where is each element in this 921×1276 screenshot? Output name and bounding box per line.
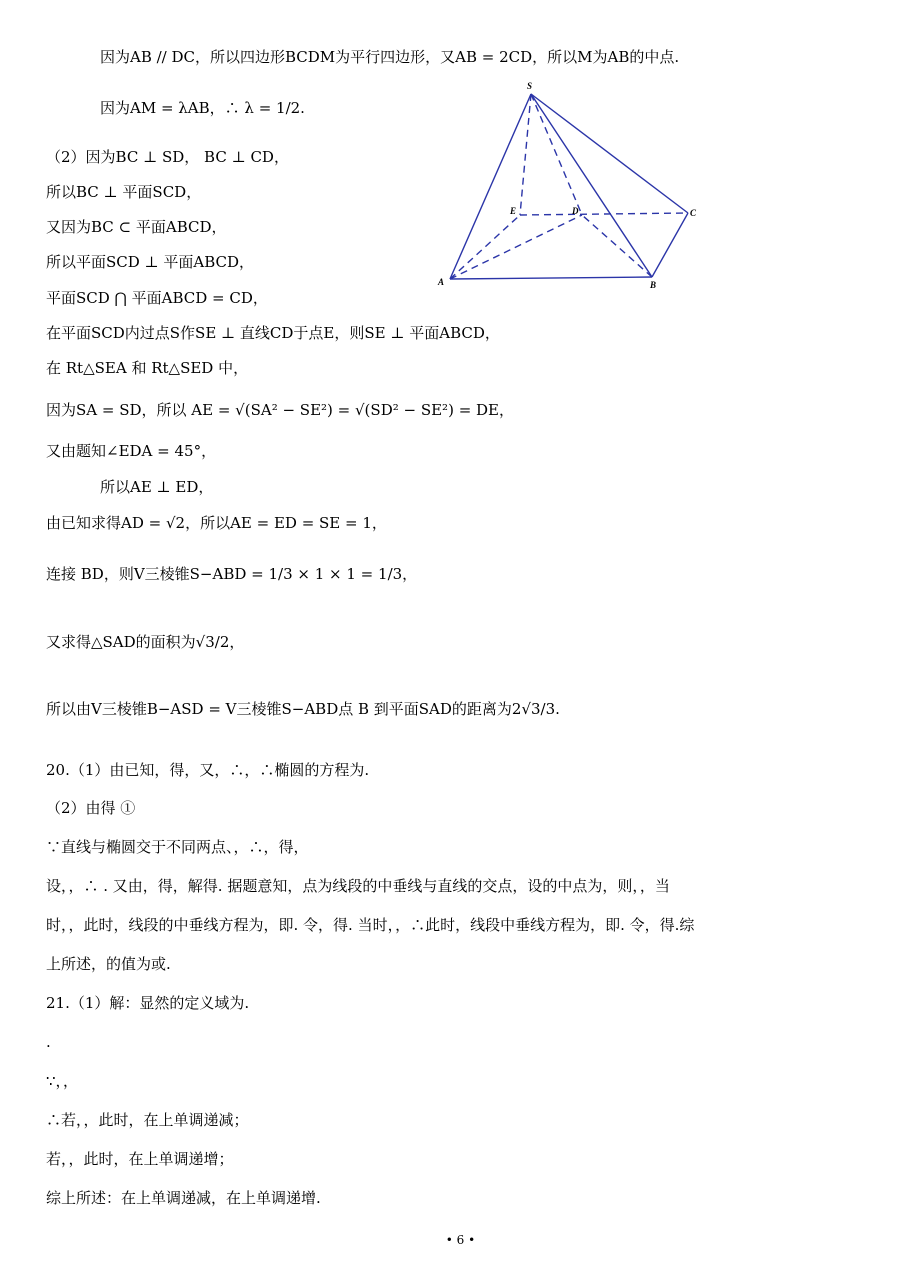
text-line-12: 所以AE ⊥ ED， — [100, 478, 214, 496]
text-line-28: 综上所述：在上单调递减，在上单调递增. — [46, 1189, 321, 1207]
text-line-3: （2）因为BC ⊥ SD， BC ⊥ CD， — [46, 148, 289, 166]
label-s: S — [527, 81, 533, 91]
text-line-17: 20.（1）由已知，得，又，∴，∴椭圆的方程为. — [46, 761, 370, 779]
text-line-16: 所以由V三棱锥B−ASD = V三棱锥S−ABD点 B 到平面SAD的距离为2√3/3. — [46, 700, 560, 718]
text-line-23: 21.（1）解：显然的定义域为. — [46, 994, 250, 1012]
text-line-25: ∵，， — [46, 1072, 79, 1090]
text-line-2 — [100, 97, 305, 119]
label-e: E — [510, 206, 517, 216]
text-line-8: 在平面SCD内过点S作SE ⊥ 直线CD于点E，则SE ⊥ 平面ABCD， — [46, 324, 500, 342]
text-line-7: 平面SCD ⋂ 平面ABCD = CD， — [46, 289, 268, 307]
text-line-18: （2）由得 ① — [46, 799, 136, 817]
edge-ec-dashed — [520, 213, 688, 215]
label-b: B — [650, 280, 657, 290]
text-line-27: 若，，此时，在上单调递增； — [46, 1150, 234, 1168]
edge-ab — [450, 277, 652, 279]
text-line-14: 连接 BD，则V三棱锥S−ABD = 1/3 × 1 × 1 = 1/3， — [46, 565, 418, 583]
text-line-22: 上所述，的值为或. — [46, 955, 171, 973]
figure-edges — [450, 94, 688, 279]
text-line-10: 因为SA = SD，所以 AE = √(SA² − SE²) = √(SD² − SE²) = DE， — [46, 401, 515, 419]
text-line-19: ∵直线与椭圆交于不同两点、，∴，得， — [46, 838, 309, 856]
label-d: D — [572, 206, 579, 216]
edge-bc — [652, 213, 688, 277]
text-line-11: 又由题知∠EDA = 45°， — [46, 442, 217, 460]
text-line-9: 在 Rt△SEA 和 Rt△SED 中， — [46, 359, 249, 377]
text-line-6: 所以平面SCD ⊥ 平面ABCD， — [46, 253, 255, 271]
text-line-1-content: 因为AB // DC，所以四边形BCDM为平行四边形，又AB = 2CD，所以M为AB的中点. — [100, 48, 680, 66]
text-line-20: 设，，∴ . 又由，得，解得. 据题意知，点为线段的中垂线与直线的交点，设的中点为，则，，当 — [46, 877, 670, 895]
text-line-2-content: 因为AM = λAB，∴ λ = 1/2. — [100, 99, 305, 117]
edge-se-dashed — [520, 94, 531, 215]
label-a: A — [438, 277, 445, 287]
edge-sc — [531, 94, 688, 213]
text-line-4: 所以BC ⊥ 平面SCD， — [46, 183, 202, 201]
label-c: C — [690, 208, 697, 218]
text-line-15: 又求得△SAD的面积为√3/2， — [46, 633, 245, 651]
edge-sa — [450, 94, 531, 279]
page-number: • 6 • — [445, 1233, 476, 1247]
edge-ad-dashed — [450, 215, 582, 279]
text-line-13: 由已知求得AD = √2，所以AE = ED = SE = 1， — [46, 514, 387, 532]
text-line-24: . — [46, 1033, 51, 1051]
text-line-26: ∴若，，此时，在上单调递减； — [46, 1111, 249, 1129]
edge-sb — [531, 94, 652, 277]
text-line-1 — [100, 46, 679, 68]
pyramid-figure — [430, 72, 700, 302]
edge-sd-dashed — [531, 94, 582, 215]
edge-ae-dashed — [450, 215, 520, 279]
text-line-21: 时，，此时，线段的中垂线方程为，即. 令，得. 当时，，∴此时，线段中垂线方程为，即. 令，得.综 — [46, 916, 695, 934]
text-line-5: 又因为BC ⊂ 平面ABCD， — [46, 218, 227, 236]
